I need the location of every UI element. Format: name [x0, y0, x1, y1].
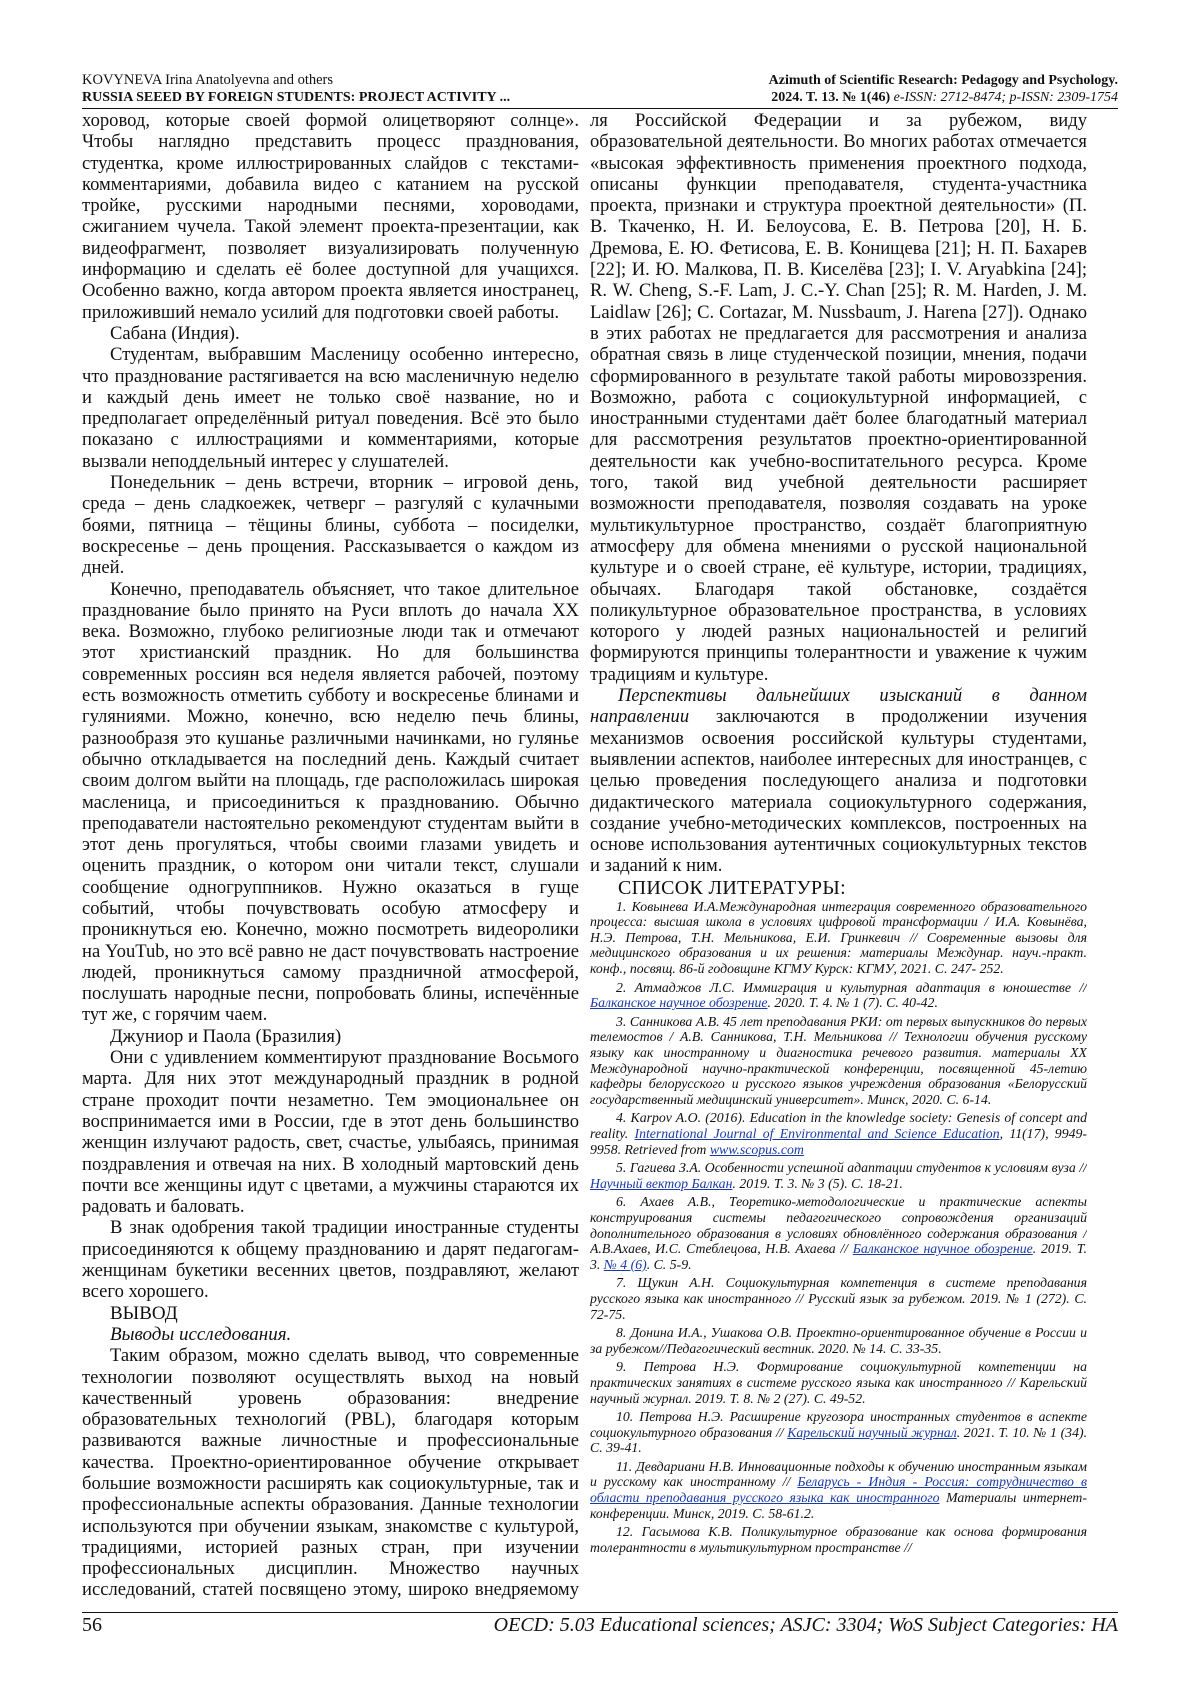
header-journal: Azimuth of Scientific Research: Pedagogy and Psychology.: [768, 73, 1118, 88]
reference-item: 12. Гасымова К.В. Поликультурное образование как основа формирования толерантности в мультикультурном пространстве //: [590, 1524, 1087, 1555]
section-heading-conclusion: ВЫВОД: [110, 1302, 178, 1324]
paragraph: [590, 685, 1087, 877]
paragraph: Студентам, выбравшим Масленицу особенно интересно, что празднование растягивается на всю масленичную неделю и каждый день имеет не только своё название, но и предполагает определённый ритуал поведения. Всё это было показано с иллюстрациями и комментариями, которые вызвали неподдельный интерес у слушателей.: [82, 344, 579, 472]
paragraph: Они с удивлением комментируют празднование Восьмого марта. Для них этот международный праздник в родной стране проходит почти незаметно. Тем эмоциональнее он воспринимается ими в России, где в этот день большинство женщин излучают радость, свет, счастье, улыбаясь, принимая поздравления и отвечая на них. В холодный мартовский день почти все женщины идут с цветами, а мужчины стараются их радовать и баловать.: [82, 1047, 579, 1218]
header-article-title: RUSSIA SEEED BY FOREIGN STUDENTS: PROJECT ACTIVITY ...: [82, 90, 511, 105]
reference-link[interactable]: Карельский научный журнал: [787, 1424, 957, 1440]
reference-item: 10. Петрова Н.Э. Расширение кругозора иностранных студентов в аспекте социокультурного образования // Карельский научный журнал. 2021. Т. 10. № 1 (34). С. 39-41.: [590, 1409, 1087, 1456]
reference-item: 1. Ковынева И.А.Международная интеграция современного образовательного процесса: высшая школа в условиях цифровой трансформации / И.А. Ковынёва, Н.Э. Петрова, Т.Н. Мельникова, Е.И. Гринкевич // Современные вызовы для медицинского образования и их решения: материалы Междунар. науч.-практ. конф., посвящ. 86-й годовщине КГМУ Курск: КГМУ, 2021. С. 247- 252.: [590, 898, 1087, 977]
perspectives-text: заключаются в продолжении изучения механизмов освоения российской культуры студентами, выявлении аспектов, наиболее интересных для иностранцев, с целью проведения последующего анализа и подготовки дидактического материала социокультурного содержания, создание учебно-методических комплексов, построенных на основе использования аутентичных социокультурных текстов и заданий к ним.: [590, 706, 1087, 877]
reference-link[interactable]: Балканское научное обозрение: [852, 1241, 1033, 1257]
reference-item: 5. Гагиева З.А. Особенности успешной адаптации студентов к условиям вуза // Научный вектор Балкан. 2019. Т. 3. № 3 (5). С. 18-21.: [590, 1160, 1087, 1191]
perspectives-lead: Перспективы дальнейших изысканий в данном направлении: [590, 685, 1087, 728]
header-issue: 2024. T. 13. № 1(46): [771, 90, 891, 105]
reference-link[interactable]: № 4 (6): [603, 1256, 647, 1272]
reference-item: 2. Атмаджов Л.С. Иммиграция и культурная адаптация в юношестве // Балканское научное обозрение. 2020. Т. 4. № 1 (7). С. 40-42.: [590, 979, 1087, 1011]
header-right: [769, 72, 1118, 106]
footer-classification: OECD: 5.03 Educational sciences; ASJC: 3304; WoS Subject Categories: HA: [493, 1614, 1118, 1636]
header-issn: e-ISSN: 2712-8474; p-ISSN: 2309-1754: [893, 90, 1118, 105]
header-rule: [82, 108, 1118, 109]
paragraph: Понедельник – день встречи, вторник – игровой день, среда – день сладкоежек, четверг – разгуляй с кулачными боями, пятница – тёщины блины, суббота – посиделки, воскресенье – день прощения. Рассказывается о каждом из дней.: [82, 472, 579, 579]
left-column: [82, 110, 579, 1600]
reference-item: 4. Karpov A.O. (2016). Education in the knowledge society: Genesis of concept and reality. International Journal of Environmental and Science Education, 11(17), 9949-9958. Retrieved from www.scopus.com: [590, 1110, 1087, 1157]
paragraph: Конечно, преподаватель объясняет, что такое длительное празднование было принято на Руси вплоть до начала XX века. Возможно, глубоко религиозные люди так и отмечают этот христианский праздник. Но для большинства современных россиян вся неделя является рабочей, поэтому есть возможность отметить субботу и воскресенье блинами и гуляниями. Можно, конечно, всю неделю печь блины, разнообразя это кушанье различными начинками, но гулянье обычно откладывается на последний день. Каждый считает своим долгом выйти на площадь, где расположилась широкая масленица, и присоединиться к празднованию. Обычно преподаватели настоятельно рекомендуют студентам выйти в этот день прогуляться, чтобы своими глазами увидеть и оценить праздник, о котором они читали текст, слушали сообщение одногруппников. Нужно оказаться в гуще событий, чтобы почувствовать особую атмосферу и проникнуться ею. Конечно, можно посмотреть видеоролики на YouTub, но это всё равно не даст почувствовать настроение людей, проникнуться самому праздничной атмосферой, послушать народные песни, попробовать блины, испечённые тут же, с горячим чаем.: [82, 578, 579, 1026]
reference-link[interactable]: Научный вектор Балкан: [590, 1175, 733, 1191]
reference-link[interactable]: International Journal of Environmental and Science Education: [634, 1126, 1000, 1141]
header-authors: KOVYNEVA Irina Anatolyevna and others: [82, 72, 334, 88]
reference-link[interactable]: Беларусь - Индия - Россия: сотрудничество в области преподавания русского языка как иностранного: [590, 1474, 1087, 1506]
section-subheading: Выводы исследования.: [110, 1323, 292, 1345]
reference-item: 3. Санникова А.В. 45 лет преподавания РКИ: от первых выпускников до первых телемостов / А.В. Санникова, Т.Н. Мельникова // Технологии обучения русскому языку как иностранному и диагностика речевого развития. материалы XX Международной научно-практической конференции, посвященной 45-летию кафедры белорусского и русского языков учреждения образования «Белорусский государственный медицинский университет». Минск, 2020. С. 6-14.: [590, 1013, 1087, 1107]
reference-item: 6. Ахаев А.В., Теоретико-методологические и практические аспекты конструирования системы педагогического сопровождения организаций дополнительного образования в условиях обновлённого содержания образования / А.В.Ахаев, И.С. Стеблецова, Н.В. Ахаева // Балканское научное обозрение. 2019. Т. 3. № 4 (6). С. 5-9.: [590, 1194, 1087, 1272]
reference-item: 8. Донина И.А., Ушакова О.В. Проектно-ориентированное обучение в России и за рубежом//Педагогический вестник. 2020. № 14. С. 33-35.: [590, 1325, 1087, 1356]
paragraph: Джуниор и Паола (Бразилия): [110, 1025, 342, 1047]
reference-link[interactable]: www.scopus.com: [709, 1141, 804, 1157]
reference-item: 7. Щукин А.Н. Социокультурная компетенция в системе преподавания русского языка как иностранного // Русский язык за рубежом. 2019. № 1 (272). С. 72-75.: [590, 1275, 1087, 1322]
paragraph: ля Российской Федерации и за рубежом, виду образовательной деятельности. Во многих работах отмечается «высокая эффективность применения проектного подхода, описаны функции преподавателя, студента-участника проекта, признаки и структура проектной деятельности» (П. В. Ткаченко, Н. И. Белоусова, Е. В. Петрова [20], Н. Б. Дремова, Е. Ю. Фетисова, Е. В. Конищева [21]; Н. П. Бахарев [22]; И. Ю. Малкова, П. В. Киселёва [23]; I. V. Aryabkina [24]; R. W. Cheng, S.-F. Lam, J. C.-Y. Chan [25]; R. M. Harden, J. M. Laidlaw [26]; C. Cortazar, M. Nussbaum, J. Harena [27]). Однако в этих работах не предлагается для рассмотрения и анализа обратная связь в лице студенческой позиции, мнения, подачи сформированного в результате такой работы мировоззрения. Возможно, работа с социокультурной информацией, с иностранными студентами даёт более благодатный материал для рассмотрения результатов проектно-ориентированной деятельности как учебно-воспитательного ресурса. Кроме того, такой вид учебной деятельности расширяет возможности преподавателя, позволяя создавать на уроке мультикультурное пространство, создаёт благоприятную атмосферу для обмена мнениями о русской национальной культуре и о своей стране, её культуре, истории, традициях, обычаях. Благодаря такой обстановке, создаётся поликультурное образовательное пространства, в условиях которого у людей разных национальностей и религий формируются принципы толерантности и уважение к чужим традициям и культуре.: [590, 110, 1087, 685]
paragraph: Таким образом, можно сделать вывод, что современные технологии позволяют осуществлять выход на новый качественный уровень образования: внедрение образовательных технологий (PBL), благодаря которым развиваются важные личностные и профессиональные качества. Проектно-ориентированное обучение открывает большие возможности расширять как социокультурные, так и профессиональные аспекты образования. Данные технологии используются при обучении языкам, знакомстве с культурой, традициями, историей разных стран, при изучении профессиональных дисциплин. Множество научных исследований, статей посвящено этому, широко внедряемому: [82, 1345, 579, 1600]
footer-rule: [82, 1612, 1118, 1613]
paragraph: хоровод, которые своей формой олицетворяют солнце». Чтобы наглядно представить процесс празднования, студентка, кроме иллюстрированных слайдов с текстами-комментариями, добавила видео с катанием на русской тройке, русскими народными песнями, хороводами, сжиганием чучела. Такой элемент проекта-презентации, как видеофрагмент, позволяет визуализировать полученную информацию и сделать её более доступной для учащихся. Особенно важно, когда автором проекта является иностранец, приложивший немало усилий для подготовки своей работы.: [82, 110, 579, 323]
reference-item: 9. Петрова Н.Э. Формирование социокультурной компетенции на практических занятиях в системе русского языка как иностранного // Карельский научный журнал. 2019. Т. 8. № 2 (27). С. 49-52.: [590, 1359, 1087, 1406]
header-left: [82, 72, 510, 106]
references-heading: СПИСОК ЛИТЕРАТУРЫ:: [618, 876, 846, 899]
right-column: [590, 110, 1087, 1610]
paragraph: В знак одобрения такой традиции иностранные студенты присоединяются к общему празднованию и дарят педагогам-женщинам букетики весенних цветов, поздравляют, желают всего хорошего.: [82, 1217, 579, 1303]
paragraph: Сабана (Индия).: [110, 322, 240, 344]
references-list: [590, 899, 1087, 1556]
reference-item: 11. Девдариани Н.В. Инновационные подходы к обучению иностранным языкам и русскому как иностранному // Беларусь - Индия - Россия: сотрудничество в области преподавания русского языка как иностранного Материалы интернет-конференции. Минск, 2019. С. 58-61.2.: [590, 1458, 1087, 1521]
reference-link[interactable]: Балканское научное обозрение: [590, 995, 768, 1011]
page-number: 56: [82, 1614, 102, 1636]
